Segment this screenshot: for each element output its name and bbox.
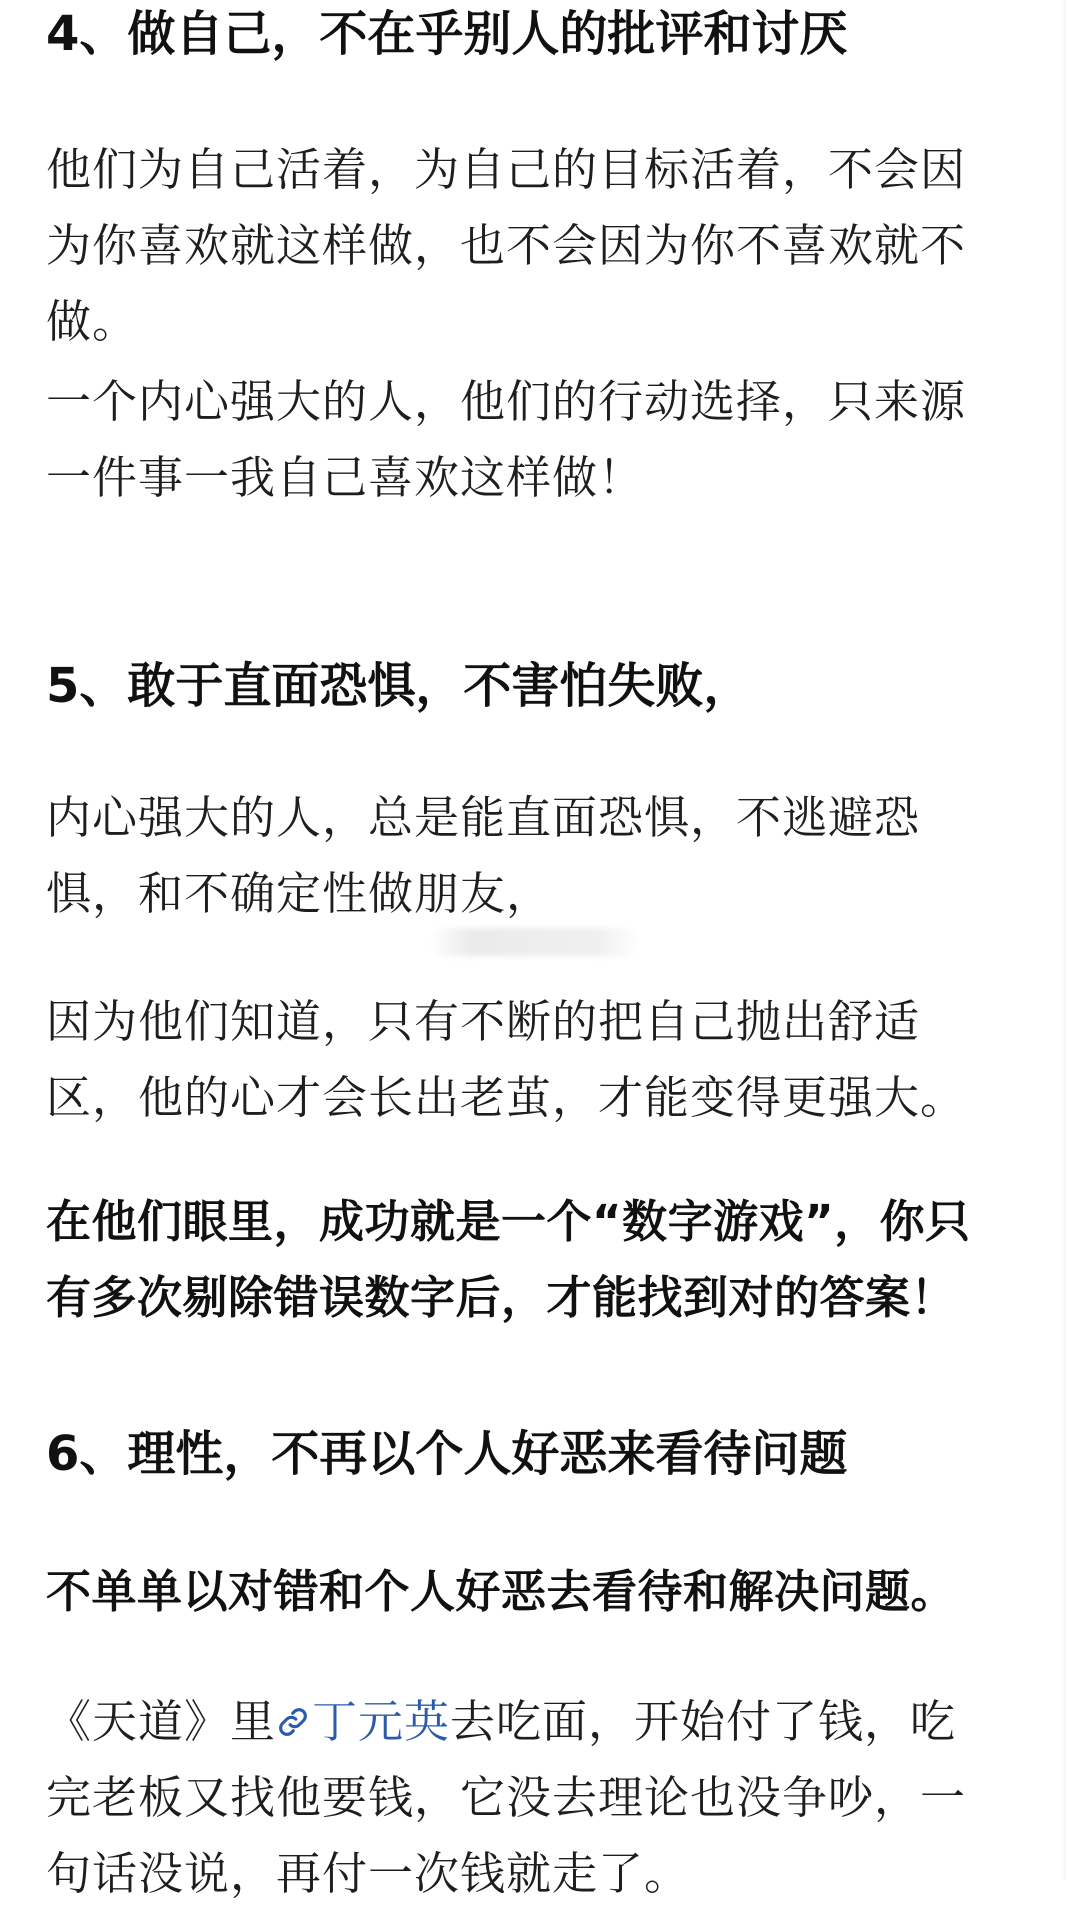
section-5-paragraph-1: 内心强大的人，总是能直面恐惧，不逃避恐惧，和不确定性做朋友，: [46, 791, 921, 920]
section-6-paragraph-1: 不单单以对错和个人好恶去看待和解决问题。: [46, 1565, 957, 1618]
section-4-paragraph-1: 他们为自己活着，为自己的目标活着，不会因为你喜欢就这样做，也不会因为你不喜欢就不做。: [46, 143, 967, 348]
paragraph-text-suffix: 去吃面，开始付了钱，吃完老板又找他要钱，它没去理论也没争吵，一句话没说，再付一次钱就走了。: [46, 1695, 967, 1900]
person-link[interactable]: [276, 1695, 450, 1748]
link-icon: [276, 1705, 310, 1739]
section-5-heading: 5、敢于直面恐惧，不害怕失败，: [46, 658, 752, 714]
edge-shadow: [1060, 0, 1066, 1880]
section-5-paragraph-2: 因为他们知道，只有不断的把自己抛出舒适区，他的心才会长出老茧，才能变得更强大。: [46, 995, 967, 1124]
section-6-paragraph-2: [46, 1684, 996, 1912]
faint-watermark: [430, 928, 640, 956]
section-4-paragraph-2: 一个内心强大的人，他们的行动选择，只来源一件事一我自己喜欢这样做！: [46, 375, 967, 504]
paragraph-text-prefix: 《天道》里: [46, 1695, 277, 1748]
person-link-label[interactable]: 丁元英: [312, 1695, 451, 1748]
section-6-heading: 6、理性，不再以个人好恶来看待问题: [46, 1426, 848, 1482]
section-5-paragraph-3: 在他们眼里，成功就是一个“数字游戏”，你只有多次剔除错误数字后，才能找到对的答案！: [46, 1195, 971, 1324]
section-4-heading: 4、做自己，不在乎别人的批评和讨厌: [46, 6, 848, 62]
